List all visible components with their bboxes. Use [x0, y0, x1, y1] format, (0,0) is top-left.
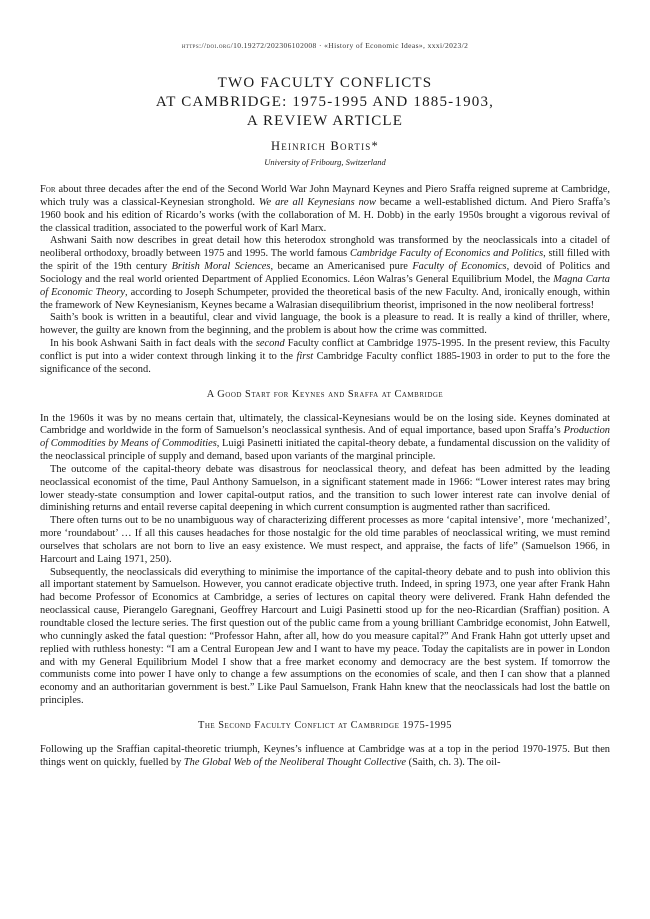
section-heading-second-conflict: The Second Faculty Conflict at Cambridge 1975-1995: [197, 719, 452, 731]
article-title-line-1: TWO FACULTY CONFLICTS: [217, 75, 433, 91]
section1-paragraph-2: [40, 464, 610, 515]
text-run: , Luigi Pasinetti initiated the capital-theory debate, a fundamental discussion on the validity of the neoclassical principle of supply and demand, based upon variants of the marginal principle.: [40, 438, 610, 463]
italic-run: British Moral Sciences: [171, 261, 271, 273]
small-caps-run: For: [40, 184, 56, 195]
text-run: In his book Ashwani Saith in fact deals with the: [50, 338, 256, 350]
italic-run: Magna Carta of Economic Theory: [40, 273, 610, 298]
italic-run: Faculty of Economics: [412, 261, 507, 273]
intro-paragraph-2: [40, 235, 610, 312]
section1-paragraph-1: [40, 413, 610, 464]
article-title-line-3: A REVIEW ARTICLE: [246, 113, 404, 129]
text-run: Ashwani Saith now describes in great detail how this heterodox stronghold was transformed by the neoclassicals into a citadel of neoliberal orthodoxy, broadly between 1975 and 1995. The world famous: [40, 235, 610, 260]
title-block: [0, 74, 650, 167]
text-run: In the 1960s it was by no means certain that, ultimately, the classical-Keynesians would be on the losing side. Keynes dominated at Cambridge and worldwide in the form of Samuelson’s neoclassical synthesis. And of equal importance, based upon Sraffa’s: [40, 412, 610, 437]
text-run: , still filled with the spirit of the 19th century: [40, 248, 610, 273]
author-affiliation: University of Fribourg, Switzerland: [264, 157, 386, 167]
italic-run: second: [255, 338, 285, 350]
text-run: , devoid of Politics and Sociology and the real world oriented Department of Applied Economics. Léon Walras’s General Equilibrium Model, the: [40, 261, 610, 285]
italic-run: Cambridge Faculty of Economics and Politics: [349, 248, 544, 260]
text-run: The outcome of the capital-theory debate was disastrous for neoclassical theory, and defeat has been admitted by the leading neoclassical economist of the time, Paul Anthony Samuelson, in a significant statement made in 1966: “Lower interest rates may bring lower steady-state consumption and lower capital-output ratios, and the transition to such lower interest rate can involve denial of diminishing returns and entail reverse capital deepening in which current consumption is augmented rather than sacrificed.: [40, 463, 610, 514]
article-body: [40, 184, 610, 769]
running-head-separator: ·: [316, 41, 325, 50]
article-title-line-2: AT CAMBRIDGE: 1975-1995 AND 1885-1903,: [155, 94, 495, 110]
intro-paragraph-4: [40, 338, 610, 377]
text-run: Following up the Sraffian capital-theoretic triumph, Keynes’s influence at Cambridge was at a top in the period 1970-1975. But then things went on quickly, fuelled by: [40, 743, 610, 768]
text-run: about three decades after the end of the Second World War John Maynard Keynes and Piero Sraffa reigned supreme at Cambridge, which truly was a classical-Keynesian stronghold.: [40, 184, 610, 208]
author-name: Heinrich Bortis*: [271, 139, 379, 153]
text-run: Cambridge Faculty conflict 1885-1903 in order to put to the fore the significance of the second.: [40, 350, 610, 375]
text-run: , according to Joseph Schumpeter, provided the theoretical basis of the new Faculty. And, ironically enough, within the framework of New Keynesianism, Keynes became a Walrasian disequilibrium theorist, imprisoned in the now neoliberal fortress!: [40, 286, 610, 311]
doi-link[interactable]: https://doi.org/10.19272/202306102008: [181, 41, 317, 50]
intro-paragraph-1: [40, 184, 610, 235]
intro-paragraph-3: [40, 312, 610, 338]
section1-paragraph-3: [40, 515, 610, 566]
section2-paragraph-1: [40, 744, 610, 770]
text-run: There often turns out to be no unambiguous way of characterizing different processes as more ‘capital intensive’, more ‘mechanized’, more ‘roundabout’ … If all this causes headaches for those nostalgic for the old time parables of neoclassical writing, we must remind ourselves that scholars are not born to live an easy existence. We must respect, and appraise, the facts of life” (Samuelson 1966, in Harcourt and Laing 1971, 250).: [40, 515, 610, 565]
journal-citation: «History of Economic Ideas», xxxi/2023/2: [324, 41, 469, 50]
italic-run: The Global Web of the Neoliberal Thought Collective: [183, 756, 407, 768]
text-run: (Saith, ch. 3). The oil-: [406, 756, 501, 768]
section-heading-good-start: A Good Start for Keynes and Sraffa at Cambridge: [206, 388, 444, 400]
running-head: [0, 41, 650, 50]
section1-paragraph-4: [40, 567, 610, 708]
italic-run: We are all Keynesians now: [258, 196, 376, 208]
text-run: Faculty conflict at Cambridge 1975-1995. In the present review, this Faculty conflict is put into a wider context through linking it to the: [40, 338, 610, 362]
italic-run: Production of Commodities by Means of Commodities: [40, 425, 610, 450]
text-run: Saith’s book is written in a beautiful, clear and vivid language, the book is a pleasure to read. It is really a kind of thriller, where, however, the guilty are known from the beginning, and the problem is about how the crime was committed.: [40, 312, 610, 337]
italic-run: first: [296, 350, 314, 362]
text-run: became a well-established dictum. And Piero Sraffa’s 1960 book and his edition of Ricardo’s works (with the collaboration of M. H. Dobb) in the early 1950s brought a vigorous revival of the classical tradition, associated to the powerful work of Karl Marx.: [40, 196, 610, 234]
text-run: , became an Americanised pure: [270, 261, 413, 273]
text-run: Subsequently, the neoclassicals did everything to minimise the importance of the capital-theory debate and to push into oblivion this all important statement by Samuelson. However, you cannot eradicate objective truth. Indeed, in spring 1973, one year after Frank Hahn had become Professor of Economics at Cambridge, a series of lectures on capital theory were delivered. Frank Hahn defended the neoclassical cause, Pierangelo Garegnani, Geoffrey Harcourt and Luigi Pasinetti stood up for the neo-Ricardian (Sraffian) position. A roundtable closed the lecture series. The first question out of the public came from a young brilliant Cambridge economist, John Eatwell, who cunningly asked the fatal question: “Professor Hahn, after all, how do you measure capital?” And Frank Hahn got utterly upset and replied with ruthless honesty: “I am a Central European Jew and I want to have my peace. Today the capitalists are in power in London and with my General Equilibrium Model I show that a free market economy and democracy are the best system. If tomorrow the communists come into power I have only to change a few assumptions on the economies of scale, and then I can show that a planned economy and an authoritarian government is best.” Like Paul Samuelson, Frank Hahn knew that the neoclassicals had lost the battle on principles.: [40, 566, 610, 707]
